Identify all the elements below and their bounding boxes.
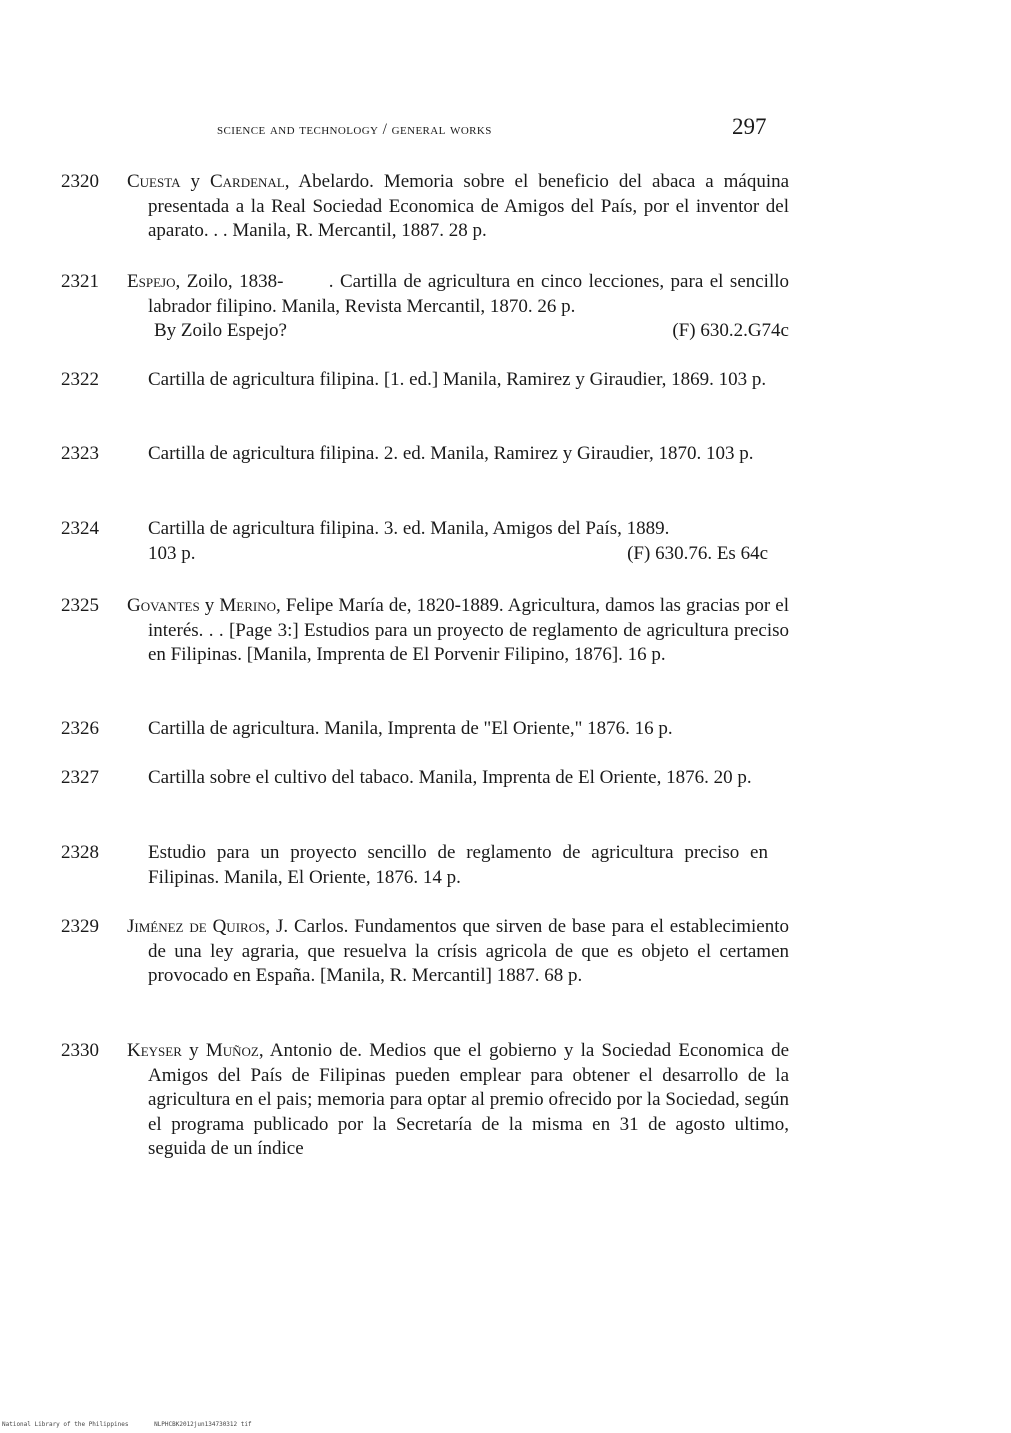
entry-body bbox=[148, 517, 768, 566]
entry-author-rest: , J. Carlos. bbox=[265, 916, 349, 937]
entry-text: Agricultura, damos las gracias por el interés. . . [Page 3:] Estudios para un proyecto de reglamento de agricultura preciso en Filipinas. [Manila, Imprenta de El Porvenir Filipino, 1876]. 16 p. bbox=[148, 595, 789, 666]
entry-text: Cartilla de agricultura filipina. 3. ed. Manila, Amigos del País, 1889. bbox=[148, 518, 670, 539]
entry-call-number: (F) 630.76. Es 64c bbox=[627, 542, 768, 564]
entry-author-joiner: y bbox=[204, 595, 215, 616]
entry-body bbox=[127, 1039, 789, 1162]
entry-number: 2330 bbox=[61, 1040, 99, 1061]
running-head: science and technology / general works bbox=[217, 121, 492, 138]
entry-author: Espejo bbox=[127, 271, 176, 292]
entry-author-rest: , Zoilo, 1838- bbox=[175, 271, 284, 292]
entry-author: Jiménez de Quiros bbox=[127, 916, 266, 937]
entry-author-joiner: y bbox=[190, 171, 200, 192]
entry-body bbox=[127, 170, 789, 244]
entry-author-second: Cardenal bbox=[209, 171, 285, 192]
entry-body bbox=[127, 270, 789, 344]
entry-number: 2327 bbox=[61, 767, 99, 788]
entry-body: Estudio para un proyecto sencillo de reglamento de agricultura preciso en Filipinas. Manila, El Oriente, 1876. 14 p. bbox=[148, 842, 768, 888]
entry-text: Fundamentos que sirven de base para el establecimiento de una ley agraria, que resuelva la crísis agricola de que es objeto el certamen provocado en España. [Manila, R. Mercantil] 1887. 68 p. bbox=[148, 916, 789, 987]
entry-author-joiner: y bbox=[189, 1040, 199, 1061]
entry-note: By Zoilo Espejo? bbox=[154, 320, 287, 342]
entry-number: 2326 bbox=[61, 718, 99, 739]
entry-author-rest: , Antonio de. bbox=[258, 1040, 362, 1061]
entry-author: Keyser bbox=[127, 1040, 182, 1061]
entry-text: . Cartilla de agricultura en cinco lecciones, para el sencillo labrador filipino. Manila, Revista Mercantil, 1870. 26 p. bbox=[148, 271, 790, 317]
entry-author: Cuesta bbox=[127, 171, 181, 192]
entry-text: Medios que el gobierno y la Sociedad Economica de Amigos del País de Filipinas pueden emplear para obtener el desarrollo de la agricultura en el pais; memoria para optar al premio ofrecido por la Sociedad, según el programa publicado por la Secretaría de la misma en 31 de agosto ultimo, seguida de un índice bbox=[148, 1040, 790, 1160]
entry-author-rest: , Abelardo. bbox=[284, 171, 374, 192]
entry-number: 2323 bbox=[61, 443, 99, 464]
entry-number: 2324 bbox=[61, 518, 99, 539]
entry-body: Cartilla de agricultura filipina. 2. ed. Manila, Ramirez y Giraudier, 1870. 103 p. bbox=[148, 443, 754, 464]
entry-note-line bbox=[148, 319, 789, 344]
entry-call-number: (F) 630.2.G74c bbox=[672, 320, 789, 342]
entry-number: 2329 bbox=[61, 916, 99, 937]
footer-file-id: NLPHCBK2012jun134730312 tif bbox=[154, 1421, 252, 1428]
entry-number: 2321 bbox=[61, 271, 99, 292]
entry-body bbox=[127, 915, 789, 989]
entry-body: Cartilla de agricultura filipina. [1. ed.] Manila, Ramirez y Giraudier, 1869. 103 p. bbox=[148, 369, 767, 390]
entry-text-continued: 103 p. bbox=[148, 542, 196, 564]
entry-number: 2325 bbox=[61, 595, 99, 616]
entry-author-second: Muñoz bbox=[205, 1040, 259, 1061]
entry-number: 2320 bbox=[61, 171, 99, 192]
entry-author-second: Merino bbox=[219, 595, 276, 616]
entry-body: Cartilla sobre el cultivo del tabaco. Manila, Imprenta de El Oriente, 1876. 20 p. bbox=[148, 767, 752, 788]
entry-note-line bbox=[148, 542, 768, 567]
footer-library: National Library of the Philippines bbox=[2, 1421, 129, 1428]
entry-body bbox=[127, 594, 789, 668]
scan-footer bbox=[2, 1421, 274, 1428]
entry-body: Cartilla de agricultura. Manila, Imprenta de "El Oriente," 1876. 16 p. bbox=[148, 718, 673, 739]
entry-author: Govantes bbox=[127, 595, 200, 616]
entry-number: 2322 bbox=[61, 369, 99, 390]
entry-author-rest: , Felipe María de, 1820-1889. bbox=[276, 595, 504, 616]
entry-blank-dates bbox=[290, 271, 329, 292]
page-number: 297 bbox=[732, 114, 767, 139]
entry-number: 2328 bbox=[61, 842, 99, 863]
entry-text: Memoria sobre el beneficio del abaca a máquina presentada a la Real Sociedad Economica de Amigos del País, por el inventor del aparato. . . Manila, R. Mercantil, 1887. 28 p. bbox=[148, 171, 790, 242]
